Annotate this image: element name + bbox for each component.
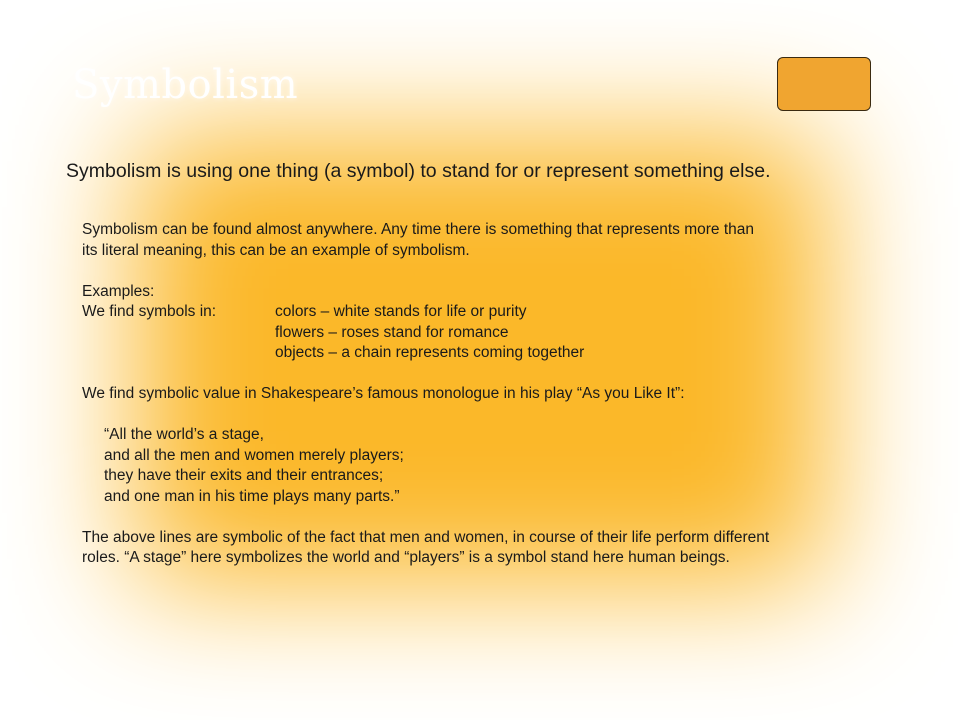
symbol-example: objects – a chain represents coming together [275, 344, 585, 361]
symbol-example: flowers – roses stand for romance [275, 323, 509, 341]
conclusion-line: The above lines are symbolic of the fact that men and women, in course of their life perform different [82, 528, 770, 546]
intro-line: Symbolism can be found almost anywhere. Any time there is something that represents more than [82, 221, 755, 238]
quote-line: and all the men and women merely players; [104, 446, 404, 464]
symbols-label: We find symbols in: [82, 303, 217, 320]
examples-heading: Examples: [82, 282, 155, 300]
slide-subtitle: Symbolism is using one thing (a symbol) to stand for or represent something else. [66, 160, 771, 182]
symbol-example-row [82, 302, 922, 323]
slide-title: Symbolism [72, 62, 299, 108]
symbol-example: colors – white stands for life or purity [275, 303, 527, 320]
intro-line: its literal meaning, this can be an example of symbolism. [82, 241, 470, 259]
quote-line: and one man in his time plays many parts.” [104, 487, 400, 505]
quote-line: “All the world’s a stage, [104, 426, 264, 443]
shakespeare-intro: We find symbolic value in Shakespeare’s famous monologue in his play “As you Like It”: [82, 385, 685, 402]
quote-line: they have their exits and their entrances; [104, 467, 384, 484]
conclusion-line: roles. “A stage” here symbolizes the world and “players” is a symbol stand here human beings. [82, 549, 730, 566]
orange-action-button[interactable] [777, 57, 871, 111]
slide-body [82, 220, 922, 569]
